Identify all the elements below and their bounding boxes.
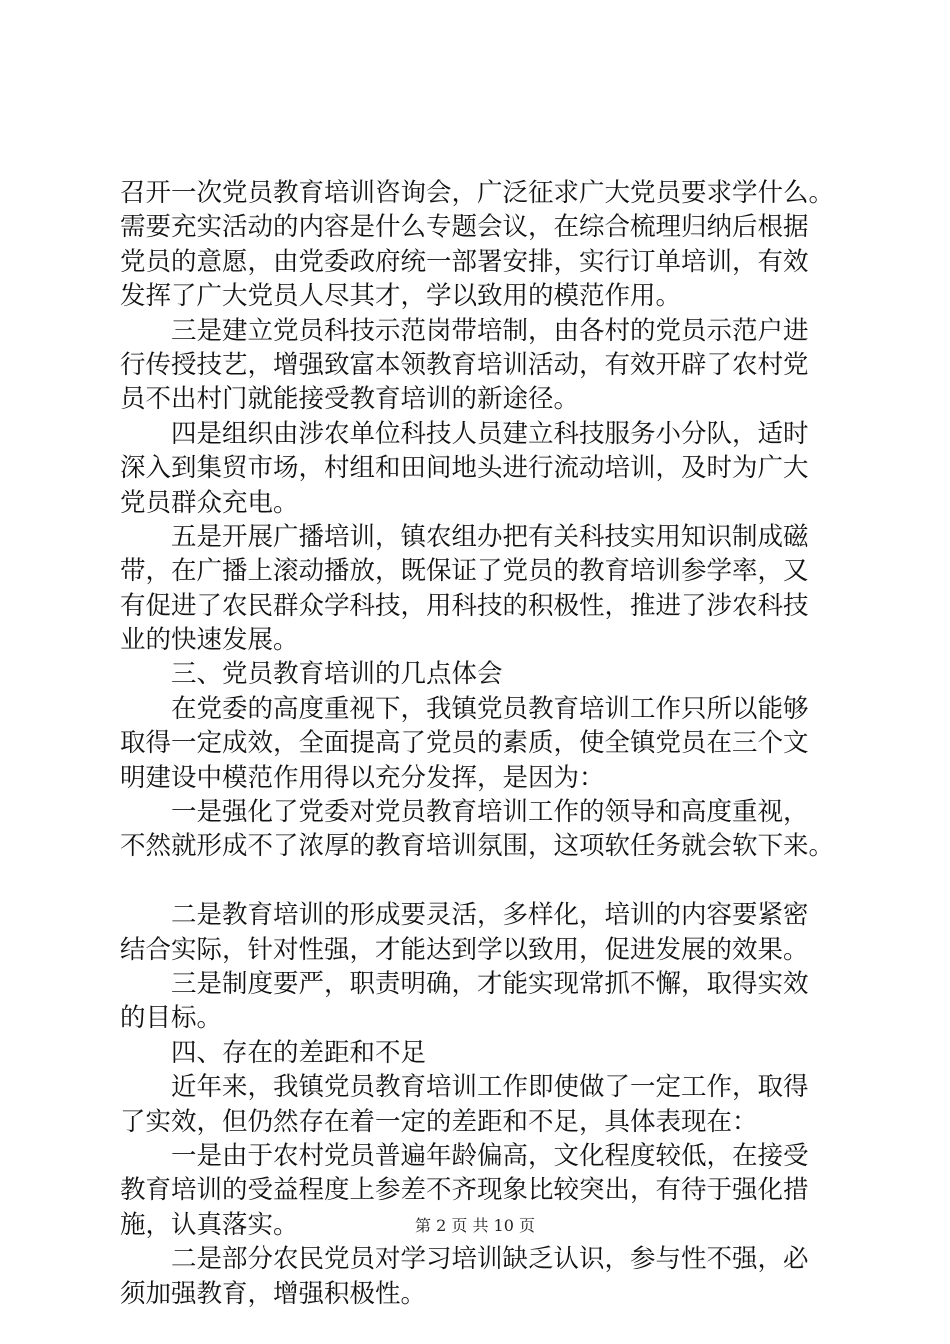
text-line: 明建设中模范作用得以充分发挥，是因为： — [120, 762, 605, 793]
text-line: 四、存在的差距和不足 — [120, 1037, 427, 1068]
text-line: 近年来，我镇党员教育培训工作即使做了一定工作，取得 — [120, 1072, 809, 1103]
text-line: 了实效，但仍然存在着一定的差距和不足，具体表现在： — [120, 1106, 758, 1137]
text-line: 召开一次党员教育培训咨询会，广泛征求广大党员要求学什么。 — [120, 178, 835, 208]
text-line: 取得一定成效，全面提高了党员的素质，使全镇党员在三个文 — [120, 728, 809, 759]
text-line: 行传授技艺，增强致富本领教育培训活动，有效开辟了农村党 — [120, 349, 809, 380]
text-line: 三、党员教育培训的几点体会 — [120, 659, 503, 690]
text-line: 一是由于农村党员普遍年龄偏高，文化程度较低，在接受 — [120, 1140, 809, 1171]
text-line: 发挥了广大党员人尽其才，学以致用的模范作用。 — [120, 281, 682, 312]
text-line: 结合实际，针对性强，才能达到学以致用，促进发展的效果。 — [120, 934, 809, 965]
text-line: 三是建立党员科技示范岗带培制，由各村的党员示范户进 — [120, 315, 809, 346]
text-line: 员不出村门就能接受教育培训的新途径。 — [120, 384, 580, 415]
text-line: 四是组织由涉农单位科技人员建立科技服务小分队，适时 — [120, 418, 809, 449]
page-number-footer: 第 2 页 共 10 页 — [415, 1216, 535, 1235]
text-line: 带，在广播上滚动播放，既保证了党员的教育培训参学率，又 — [120, 556, 809, 587]
text-line: 施，认真落实。 — [120, 1209, 299, 1240]
text-line: 五是开展广播培训，镇农组办把有关科技实用知识制成磁 — [120, 521, 809, 552]
document-body — [120, 176, 840, 1311]
text-line: 的目标。 — [120, 1003, 223, 1034]
text-line: 教育培训的受益程度上参差不齐现象比较突出，有待于强化措 — [120, 1175, 809, 1206]
text-line: 党员群众充电。 — [120, 487, 299, 518]
text-line: 二是部分农民党员对学习培训缺乏认识，参与性不强，必 — [120, 1244, 809, 1275]
text-line: 业的快速发展。 — [120, 625, 299, 656]
text-line: 需要充实活动的内容是什么专题会议，在综合梳理归纳后根据 — [120, 212, 809, 243]
text-line: 不然就形成不了浓厚的教育培训氛围，这项软任务就会软下来。 — [120, 831, 835, 862]
blank-line — [120, 864, 840, 898]
text-line: 有促进了农民群众学科技，用科技的积极性，推进了涉农科技 — [120, 590, 809, 621]
text-line: 须加强教育，增强积极性。 — [120, 1278, 427, 1309]
text-line: 一是强化了党委对党员教育培训工作的领导和高度重视， — [120, 797, 809, 828]
text-line: 党员的意愿，由党委政府统一部署安排，实行订单培训，有效 — [120, 246, 809, 277]
text-line: 深入到集贸市场，村组和田间地头进行流动培训，及时为广大 — [120, 453, 809, 484]
text-line: 在党委的高度重视下，我镇党员教育培训工作只所以能够 — [120, 693, 809, 724]
text-line: 三是制度要严，职责明确，才能实现常抓不懈，取得实效 — [120, 968, 809, 999]
text-line: 二是教育培训的形成要灵活，多样化，培训的内容要紧密 — [120, 900, 809, 931]
